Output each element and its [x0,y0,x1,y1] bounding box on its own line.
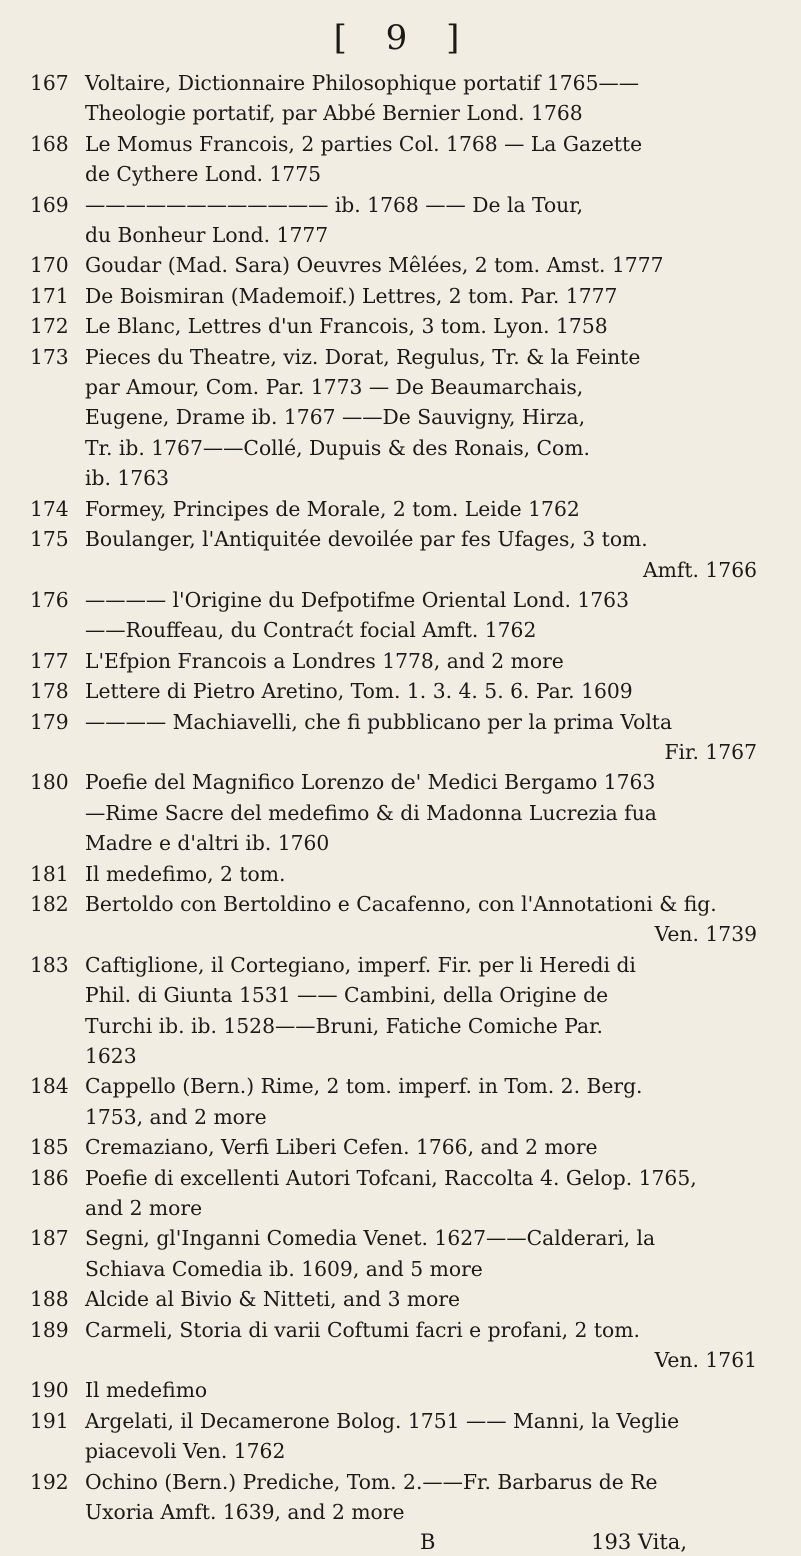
entry-line: 1753, and 2 more [85,1104,267,1129]
signature-mark: B [420,1529,436,1554]
entry-line: Caftiglione, il Cortegiano, imperf. Fir. per li Heredi di [85,952,636,977]
entry-line: piacevoli Ven. 1762 [85,1439,286,1464]
entry-line: Madre e d'altri ib. 1760 [85,831,330,856]
entry-line: Bertoldo con Bertoldino e Cacafenno, con l'Annotationi & fig. [85,891,717,916]
entry-line: Le Momus Francois, 2 parties Col. 1768 — La Gazette [85,131,643,156]
catalogue-entry [30,1071,757,1132]
entry-line: Theologie portatif, par Abbé Bernier Lond. 1768 [85,101,583,126]
entry-line: ——Rouffeau, du Contraćt focial Amft. 1762 [85,618,537,643]
entry-number: 185 [30,1135,69,1160]
entry-number: 186 [30,1165,69,1190]
entry-number: 172 [30,314,69,339]
entry-line: Lettere di Pietro Aretino, Tom. 1. 3. 4. 5. 6. Par. 1609 [85,679,633,704]
entry-number: 184 [30,1074,69,1099]
catalogue-entry [30,524,757,585]
entry-line: ———— Machiavelli, che fi pubblicano per la prima Volta [85,709,673,734]
catalogue-entry [30,1467,757,1528]
entry-line: De Boismiran (Mademoif.) Lettres, 2 tom. Par. 1777 [85,283,618,308]
catalogue-entry [30,311,757,341]
entry-number: 170 [30,253,69,278]
catalogue-entry [30,342,757,494]
entry-line: Turchi ib. ib. 1528——Bruni, Fatiche Comiche Par. [85,1013,603,1038]
catalogue-entry [30,646,757,676]
entry-line: Il medefimo [85,1378,208,1403]
entry-line: Argelati, il Decamerone Bolog. 1751 —— Manni, la Veglie [85,1408,680,1433]
catalogue-entry [30,1406,757,1467]
entry-line: Il medefimo, 2 tom. [85,861,286,886]
catalogue-entry [30,1163,757,1224]
catalogue-entry [30,1223,757,1284]
page-number: [ 9 ] [333,18,474,58]
catalogue-entry [30,68,757,129]
entry-line: Goudar (Mad. Sara) Oeuvres Mêlées, 2 tom. Amst. 1777 [85,253,664,278]
catalogue-entry [30,190,757,251]
catalogue-entry [30,494,757,524]
entry-number: 176 [30,587,69,612]
entry-line: Fir. 1767 [664,739,757,764]
entry-number: 167 [30,71,69,95]
entry-line: Ochino (Bern.) Prediche, Tom. 2.——Fr. Barbarus de Re [85,1469,658,1494]
entry-line: Poefie del Magnifico Lorenzo de' Medici Bergamo 1763 [85,770,656,795]
catalogue-entry [30,129,757,190]
entry-number: 179 [30,709,69,734]
entry-line: Phil. di Giunta 1531 —— Cambini, della Origine de [85,983,609,1008]
entry-line: ib. 1763 [85,466,169,491]
catalogue-entry [30,1315,757,1376]
catalogue-entry [30,1132,757,1162]
entry-line: Ven. 1761 [654,1348,757,1373]
entry-number: 187 [30,1226,69,1251]
catalogue-entry [30,250,757,280]
entry-line: par Amour, Com. Par. 1773 — De Beaumarchais, [85,375,584,400]
entry-number: 180 [30,770,69,795]
entry-number: 171 [30,283,69,308]
entry-line: 1623 [85,1044,137,1068]
entry-line: Alcide al Bivio & Nitteti, and 3 more [85,1287,461,1312]
entry-number: 181 [30,861,69,886]
entry-line: Cappello (Bern.) Rime, 2 tom. imperf. in Tom. 2. Berg. [85,1074,643,1099]
entry-line: Pieces du Theatre, viz. Dorat, Regulus, Tr. & la Feinte [85,344,641,369]
entry-number: 183 [30,952,69,977]
entry-number: 173 [30,344,69,369]
entry-line: Amft. 1766 [642,557,757,582]
entry-line: Boulanger, l'Antiquitée devoilée par fes Ufages, 3 tom. [85,527,648,552]
entry-line: Poefie di excellenti Autori Tofcani, Raccolta 4. Gelop. 1765, [85,1165,697,1190]
entry-number: 189 [30,1317,69,1342]
entry-line: Le Blanc, Lettres d'un Francois, 3 tom. Lyon. 1758 [85,314,608,339]
entry-line: —Rime Sacre del medefimo & di Madonna Lucrezia fua [85,800,657,825]
entry-line: Uxoria Amft. 1639, and 2 more [85,1500,405,1525]
entry-number: 177 [30,648,69,673]
entry-number: 190 [30,1378,69,1403]
entry-line: ———— l'Origine du Defpotifme Oriental Lond. 1763 [85,587,629,612]
entry-number: 168 [30,131,69,156]
entry-number: 182 [30,891,69,916]
entry-line: Eugene, Drame ib. 1767 ——De Sauvigny, Hirza, [85,405,586,430]
entry-number: 192 [30,1469,69,1494]
catalogue-entry [30,1284,757,1314]
catalogue-entry [30,707,757,768]
entry-number: 188 [30,1287,69,1312]
entry-line: Carmeli, Storia di varii Coftumi facri e profani, 2 tom. [85,1317,640,1342]
entry-line: and 2 more [85,1196,203,1221]
catchword: 193 Vita, [591,1529,687,1554]
entry-line: Formey, Principes de Morale, 2 tom. Leide 1762 [85,496,580,521]
entry-line: Schiava Comedia ib. 1609, and 5 more [85,1256,483,1281]
entry-line: Voltaire, Dictionnaire Philosophique portatif 1765—— [85,71,640,95]
entry-number: 191 [30,1408,69,1433]
page-footer [30,1528,757,1556]
entry-line: Cremaziano, Verfi Liberi Cefen. 1766, and 2 more [85,1135,598,1160]
catalogue-entry [30,859,757,889]
entry-line: de Cythere Lond. 1775 [85,162,321,187]
entry-line: ———————————— ib. 1768 —— De la Tour, [85,192,584,217]
entry-line: Segni, gl'Inganni Comedia Venet. 1627——Calderari, la [85,1226,656,1251]
entry-line: Tr. ib. 1767——Collé, Dupuis & des Ronais, Com. [85,435,590,460]
entry-number: 174 [30,496,69,521]
entry-list [30,68,757,1528]
catalogue-entry [30,281,757,311]
entry-number: 169 [30,192,69,217]
entry-line: L'Efpion Francois a Londres 1778, and 2 more [85,648,564,673]
catalogue-entry [30,950,757,1072]
entry-number: 178 [30,679,69,704]
catalogue-entry [30,767,757,858]
catalogue-entry [30,585,757,646]
entry-line: Ven. 1739 [654,922,757,947]
catalogue-entry [30,1375,757,1405]
catalogue-entry [30,676,757,706]
entry-line: du Bonheur Lond. 1777 [85,223,329,248]
entry-number: 175 [30,527,69,552]
catalogue-entry [30,889,757,950]
